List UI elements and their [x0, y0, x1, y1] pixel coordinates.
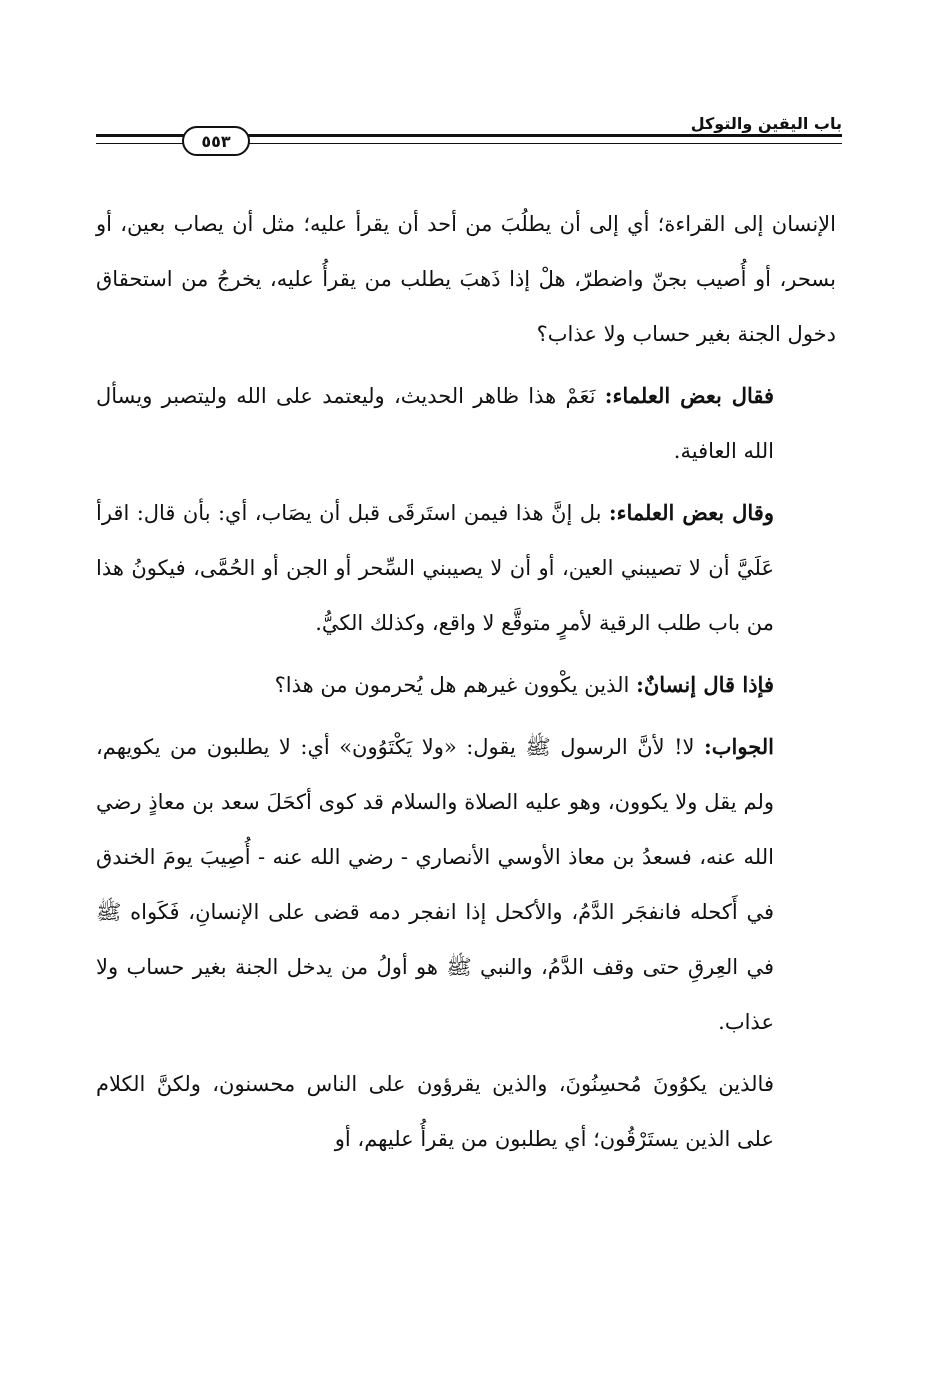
paragraph-text: الإنسان إلى القراءة؛ أي إلى أن يطلُبَ من أحد أن يقرأ عليه؛ مثل أن يصاب بعين، أو بسحر، أو أُصيب بجنّ واضطرّ، هلْ إذا ذَهبَ يطلب من يقرأُ عليه، يخرجُ من استحقاق دخول الجنة بغير حساب ولا عذاب؟	[96, 212, 836, 346]
paragraph-text: الذين يكْوون غيرهم هل يُحرمون من هذا؟	[274, 673, 637, 697]
paragraph-lead: وقال بعض العلماء:	[608, 500, 774, 525]
paragraph	[96, 368, 836, 479]
paragraph-text: فالذين يكوُونَ مُحسِنُونَ، والذين يقرؤون على الناس محسنون، ولكنَّ الكلام على الذين يستَرْقُون؛ أي يطلبون من يقرأُ عليهم، أو	[96, 1072, 774, 1151]
paragraph-text: بل إنَّ هذا فيمن استَرقَى قبل أن يصَاب، أي: بأن قال: اقرأ عَلَيَّ أن لا تصيبني العين، أو أن لا يصيبني السِّحر أو الجن أو الحُمَّى، فيكونُ هذا من باب طلب الرقية لأمرٍ متوقَّع لا واقع، وكذلك الكيُّ.	[96, 501, 774, 635]
paragraph	[96, 196, 836, 362]
paragraph-text: نَعَمْ هذا ظاهر الحديث، وليعتمد على الله وليتصبر ويسأل الله العافية.	[96, 384, 774, 463]
paragraph	[96, 1056, 836, 1167]
paragraph	[96, 719, 836, 1050]
paragraph	[96, 657, 836, 713]
paragraph-lead: فقال بعض العلماء:	[604, 383, 775, 408]
body-text	[96, 196, 836, 1173]
paragraph-lead: الجواب:	[704, 734, 774, 759]
header-rule-left	[96, 134, 184, 144]
chapter-title: باب اليقين والتوكل	[690, 114, 842, 133]
page-number: ٥٥٣	[182, 126, 250, 156]
paragraph	[96, 485, 836, 651]
header-rule-right	[248, 134, 842, 144]
paragraph-text: لا! لأنَّ الرسول ﷺ يقول: «ولا يَكْتَوُون» أي: لا يطلبون من يكويهم، ولم يقل ولا يكوون، وهو عليه الصلاة والسلام قد كوى أكحَلَ سعد بن معاذٍ رضي الله عنه، فسعدُ بن معاذ الأوسي الأنصاري - رضي الله عنه - أُصِيبَ يومَ الخندق في أَكحله فانفجَر الدَّمُ، والأكحل إذا انفجر دمه قضى على الإنسانِ، فَكَواه ﷺ في العِرقِ حتى وقف الدَّمُ، والنبي ﷺ هو أولُ من يدخل الجنة بغير حساب ولا عذاب.	[96, 735, 774, 1034]
paragraph-lead: فإذا قال إنسانٌ:	[636, 672, 774, 697]
page-header	[96, 112, 842, 162]
